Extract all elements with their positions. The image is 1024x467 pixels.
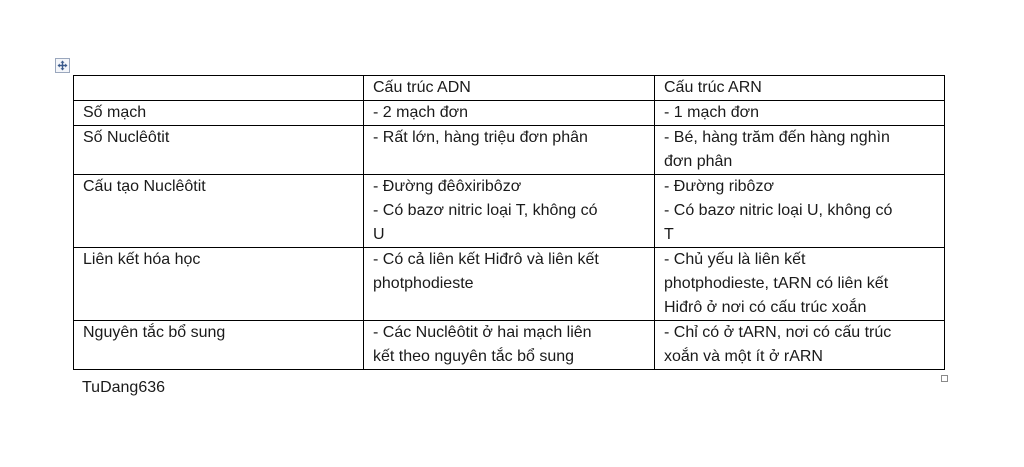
adn-cell[interactable]: [364, 175, 655, 248]
table-move-handle-icon[interactable]: [55, 58, 70, 73]
cell-line: T: [664, 226, 674, 243]
comparison-table: [73, 75, 945, 370]
adn-cell[interactable]: [364, 321, 655, 370]
cell-line: - Có cả liên kết Hiđrô và liên kết: [373, 251, 599, 268]
header-cell-arn[interactable]: Cấu trúc ARN: [655, 76, 945, 101]
row-label-cell[interactable]: Cấu tạo Nuclêôtit: [74, 175, 364, 248]
cell-line: - 2 mạch đơn: [373, 104, 468, 121]
table-row: [74, 126, 945, 175]
cell-line: photphodieste: [373, 275, 474, 292]
arn-cell[interactable]: [655, 126, 945, 175]
cell-line: - Các Nuclêôtit ở hai mạch liên: [373, 324, 592, 341]
cell-line: - Bé, hàng trăm đến hàng nghìn: [664, 129, 890, 146]
cell-line: - Rất lớn, hàng triệu đơn phân: [373, 129, 588, 146]
table-row: [74, 321, 945, 370]
arn-cell[interactable]: [655, 101, 945, 126]
four-arrow-move-icon: [57, 60, 68, 71]
table-row: [74, 101, 945, 126]
cell-line: - 1 mạch đơn: [664, 104, 759, 121]
cell-line: xoắn và một ít ở rARN: [664, 348, 823, 365]
table-header-row: [74, 76, 945, 101]
cell-line: Hiđrô ở nơi có cấu trúc xoắn: [664, 299, 867, 316]
adn-cell[interactable]: [364, 126, 655, 175]
cell-line: - Có bazơ nitric loại T, không có: [373, 202, 598, 219]
adn-cell[interactable]: [364, 101, 655, 126]
cell-line: kết theo nguyên tắc bổ sung: [373, 348, 575, 365]
cell-line: photphodieste, tARN có liên kết: [664, 275, 889, 292]
header-cell-empty[interactable]: [74, 76, 364, 101]
table-row: [74, 248, 945, 321]
cell-line: đơn phân: [664, 153, 733, 170]
arn-cell[interactable]: [655, 321, 945, 370]
arn-cell[interactable]: [655, 175, 945, 248]
row-label-cell[interactable]: Số Nuclêôtit: [74, 126, 364, 175]
arn-cell[interactable]: [655, 248, 945, 321]
cell-line: - Đường đêôxiribôzơ: [373, 178, 522, 195]
cell-line: - Có bazơ nitric loại U, không có: [664, 202, 893, 219]
cell-line: - Đường ribôzơ: [664, 178, 774, 195]
header-cell-adn[interactable]: Cấu trúc ADN: [364, 76, 655, 101]
cell-line: - Chủ yếu là liên kết: [664, 251, 806, 268]
row-label-cell[interactable]: Nguyên tắc bổ sung: [74, 321, 364, 370]
table-row: [74, 175, 945, 248]
table-resize-handle-icon[interactable]: [941, 375, 948, 382]
row-label-cell[interactable]: Số mạch: [74, 101, 364, 126]
adn-cell[interactable]: [364, 248, 655, 321]
row-label-cell[interactable]: Liên kết hóa học: [74, 248, 364, 321]
author-text: TuDang636: [82, 379, 166, 396]
cell-line: - Chỉ có ở tARN, nơi có cấu trúc: [664, 324, 892, 341]
cell-line: U: [373, 226, 385, 243]
